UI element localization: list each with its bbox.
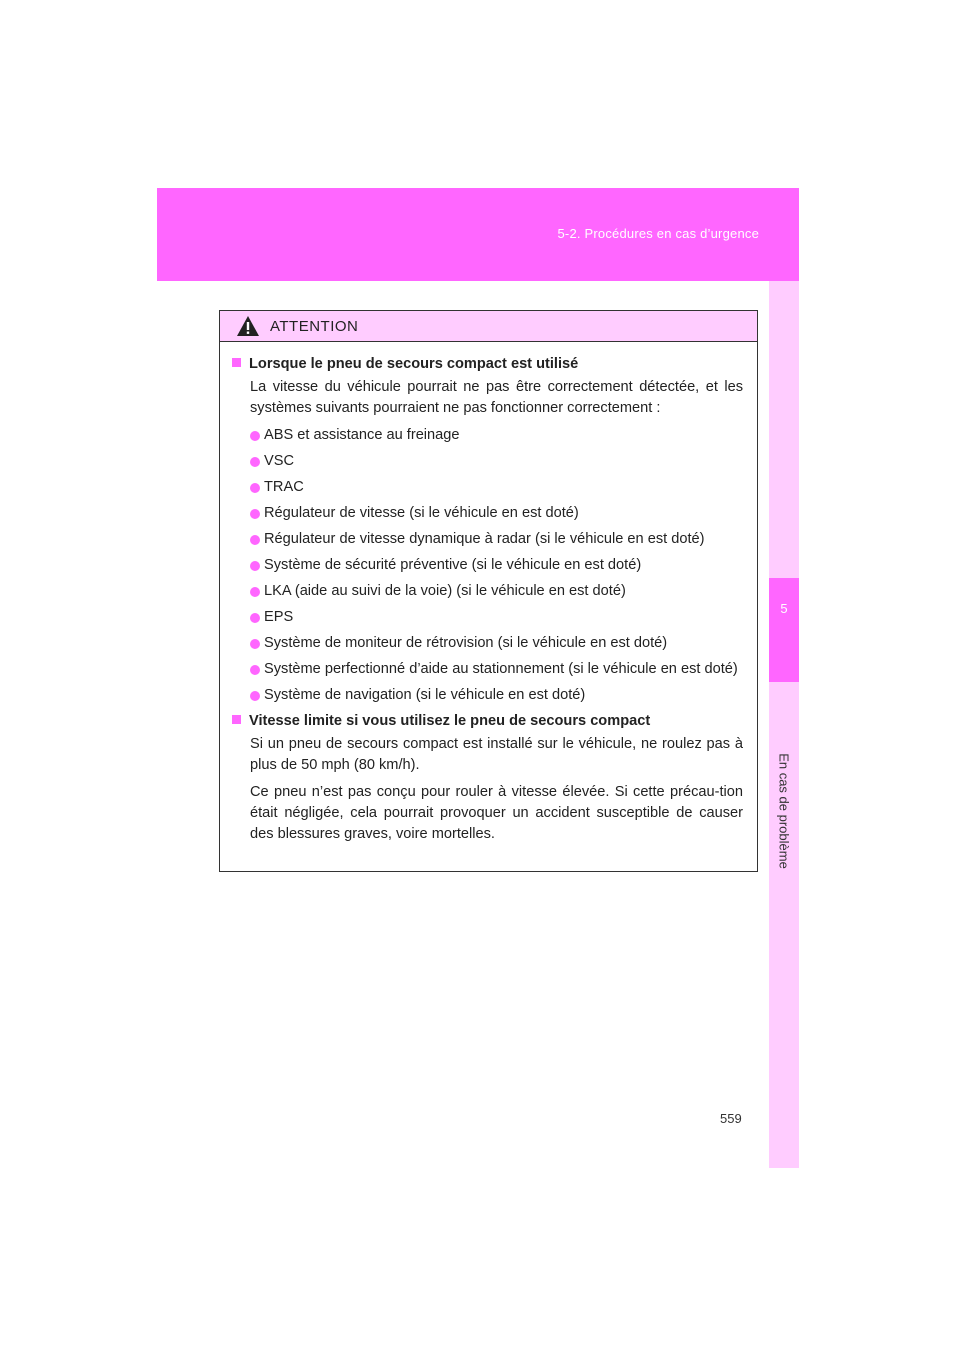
- circle-bullet-icon: [250, 457, 260, 467]
- circle-bullet-icon: [250, 509, 260, 519]
- circle-bullet-icon: [250, 639, 260, 649]
- list-item-text: Système de navigation (si le véhicule en est doté): [264, 687, 586, 703]
- circle-bullet-icon: [250, 613, 260, 623]
- circle-bullet-icon: [250, 561, 260, 571]
- page-number: 559: [720, 1111, 742, 1126]
- circle-bullet-icon: [250, 691, 260, 701]
- circle-bullet-icon: [250, 483, 260, 493]
- list-item-text: Système de moniteur de rétrovision (si le véhicule en est doté): [264, 635, 668, 651]
- warning-header: [220, 311, 757, 342]
- list-item-text: TRAC: [264, 479, 304, 495]
- chapter-number-box: [769, 578, 799, 682]
- list-item: [250, 685, 743, 706]
- warning-triangle-icon: [236, 315, 260, 337]
- paragraph: Si un pneu de secours compact est installé sur le véhicule, ne roulez pas à plus de 50 mph (80 km/h).: [250, 736, 743, 773]
- section-title: 5-2. Procédures en cas d’urgence: [557, 226, 759, 241]
- circle-bullet-icon: [250, 535, 260, 545]
- square-bullet-icon: [232, 358, 241, 367]
- list-item: [250, 555, 743, 576]
- list-item: [250, 633, 743, 654]
- list-item-text: LKA (aide au suivi de la voie) (si le véhicule en est doté): [264, 583, 626, 599]
- circle-bullet-icon: [250, 665, 260, 675]
- list-item: [250, 425, 743, 446]
- section-heading: [232, 711, 743, 732]
- warning-title: ATTENTION: [270, 317, 359, 335]
- header-band: [157, 188, 799, 281]
- list-item-text: Système de sécurité préventive (si le véhicule en est doté): [264, 557, 642, 573]
- paragraph: Ce pneu n’est pas conçu pour rouler à vitesse élevée. Si cette précau-tion était négligée, cela pourrait provoquer un accident susceptible de causer des blessures graves, voire mortelles.: [250, 784, 743, 842]
- paragraph: La vitesse du véhicule pourrait ne pas être correctement détectée, et les systèmes suivants pourraient ne pas fonctionner correctement :: [250, 379, 743, 416]
- section-heading-text: Vitesse limite si vous utilisez le pneu de secours compact: [249, 713, 651, 729]
- list-item-text: EPS: [264, 609, 294, 625]
- warning-box: [219, 310, 758, 872]
- chapter-title: En cas de problème: [776, 753, 792, 869]
- chapter-number: 5: [780, 601, 788, 616]
- section-heading-text: Lorsque le pneu de secours compact est utilisé: [249, 356, 579, 372]
- section-heading: [232, 354, 743, 375]
- list-item-text: Régulateur de vitesse dynamique à radar (si le véhicule en est doté): [264, 531, 705, 547]
- circle-bullet-icon: [250, 587, 260, 597]
- list-item: [250, 581, 743, 602]
- list-item-text: ABS et assistance au freinage: [264, 427, 460, 443]
- list-item: [250, 659, 743, 680]
- list-item: [250, 503, 743, 524]
- list-item: [250, 607, 743, 628]
- warning-body: [220, 342, 757, 845]
- list-item: [250, 477, 743, 498]
- square-bullet-icon: [232, 715, 241, 724]
- list-item-text: Système perfectionné d’aide au stationnement (si le véhicule en est doté): [264, 661, 738, 677]
- list-item: [250, 451, 743, 472]
- list-item: [250, 529, 743, 550]
- list-item-text: Régulateur de vitesse (si le véhicule en est doté): [264, 505, 579, 521]
- circle-bullet-icon: [250, 431, 260, 441]
- chapter-side-tab: [769, 281, 799, 1168]
- list-item-text: VSC: [264, 453, 295, 469]
